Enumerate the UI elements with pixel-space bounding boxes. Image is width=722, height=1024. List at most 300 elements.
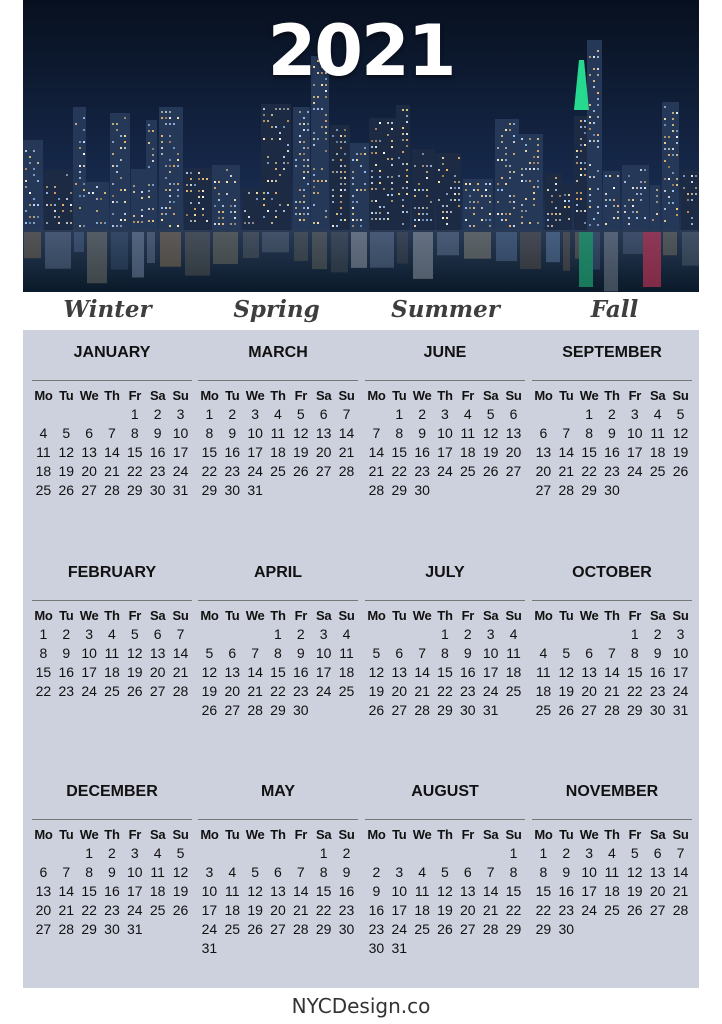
day-cell: 3 (676, 626, 685, 642)
building (436, 153, 461, 230)
day-cell: 17 (482, 664, 499, 680)
day-cell: 24 (581, 902, 597, 918)
empty-day (479, 939, 502, 958)
weekday-label: Tu (225, 827, 240, 842)
empty-day (411, 625, 434, 644)
day-cell: 12 (368, 664, 385, 680)
day-cell: 20 (505, 444, 522, 460)
week-row (198, 625, 358, 644)
empty-day (502, 939, 525, 958)
day-cell: 25 (224, 921, 241, 937)
building (293, 107, 310, 230)
empty-day (555, 405, 578, 424)
empty-day (244, 625, 267, 644)
day-cell: 3 (585, 845, 593, 861)
weekday-label: We (412, 827, 432, 842)
weekday-label: Th (604, 608, 620, 623)
empty-day (623, 481, 646, 500)
day-cell: 6 (653, 845, 662, 861)
day-cell: 2 (342, 845, 351, 861)
day-cell: 22 (391, 463, 408, 479)
day-cell: 9 (228, 425, 237, 441)
day-cell: 2 (372, 864, 381, 880)
weekday-label: Tu (392, 608, 407, 623)
day-cell: 11 (36, 444, 51, 460)
day-cell: 22 (437, 683, 453, 699)
day-cell: 6 (395, 645, 404, 661)
day-cell: 23 (149, 463, 166, 479)
week-row (532, 682, 692, 701)
day-cell: 1 (630, 626, 639, 642)
day-cell: 11 (536, 664, 551, 680)
day-cell: 8 (319, 864, 328, 880)
day-cell: 27 (505, 463, 522, 479)
day-cell: 10 (247, 425, 263, 441)
day-cell: 19 (437, 902, 453, 918)
day-cell: 23 (414, 463, 430, 479)
day-cell: 21 (172, 664, 189, 680)
day-cell: 10 (437, 425, 453, 441)
empty-day (312, 701, 335, 720)
day-cell: 4 (653, 406, 662, 422)
day-cell: 15 (505, 883, 522, 899)
day-cell: 16 (414, 444, 430, 460)
day-cell: 7 (342, 406, 351, 422)
day-cell: 14 (672, 864, 689, 880)
day-cell: 9 (62, 645, 71, 661)
day-cell: 5 (630, 845, 639, 861)
weekday-label: Mo (367, 827, 386, 842)
day-cell: 4 (39, 425, 48, 441)
weekday-label: Mo (200, 608, 219, 623)
day-cell: 24 (672, 683, 689, 699)
day-cell: 9 (296, 645, 305, 661)
day-cell: 4 (228, 864, 237, 880)
month-divider (198, 600, 358, 601)
day-cell: 24 (315, 683, 332, 699)
day-cell: 30 (149, 482, 166, 498)
day-cell: 2 (228, 406, 237, 422)
day-cell: 7 (176, 626, 185, 642)
weekday-label: Sa (649, 388, 666, 403)
day-cell: 7 (676, 845, 685, 861)
day-cell: 8 (274, 645, 282, 661)
day-cell: 16 (224, 444, 241, 460)
day-cell: 24 (201, 921, 218, 937)
month-name: FEBRUARY (67, 564, 157, 581)
weekday-label: Mo (34, 388, 53, 403)
day-cell: 10 (627, 425, 643, 441)
week-row (198, 863, 358, 882)
weekday-label: Fr (461, 388, 474, 403)
empty-day (365, 625, 388, 644)
day-cell: 1 (205, 406, 214, 422)
day-cell: 16 (293, 664, 309, 680)
day-cell: 22 (201, 463, 218, 479)
weekday-label: Fr (628, 608, 641, 623)
weekday-label: Tu (392, 388, 407, 403)
weekday-label: Th (604, 388, 620, 403)
day-cell: 7 (108, 425, 116, 441)
month-may (198, 781, 358, 958)
day-cell: 20 (581, 683, 597, 699)
month-divider (532, 600, 692, 601)
week-row (532, 701, 692, 720)
weekday-label: We (412, 388, 432, 403)
month-divider (365, 819, 525, 820)
day-cell: 18 (35, 463, 52, 479)
day-cell: 17 (127, 883, 143, 899)
weekday-header-row (32, 386, 192, 405)
weekday-label: We (579, 608, 599, 623)
week-row (32, 462, 192, 481)
day-cell: 31 (201, 940, 218, 956)
weekday-label: Th (104, 827, 120, 842)
day-cell: 6 (274, 864, 282, 880)
week-row (32, 682, 192, 701)
day-cell: 20 (649, 883, 666, 899)
building (463, 179, 493, 230)
month-divider (532, 819, 692, 820)
day-cell: 20 (270, 902, 286, 918)
empty-day (289, 481, 312, 500)
month-divider (365, 600, 525, 601)
week-row (365, 863, 525, 882)
empty-day (78, 405, 101, 424)
day-cell: 19 (672, 444, 689, 460)
day-cell: 14 (104, 444, 120, 460)
day-cell: 1 (441, 626, 449, 642)
day-cell: 22 (81, 902, 97, 918)
day-cell: 26 (558, 702, 575, 718)
day-cell: 14 (368, 444, 385, 460)
day-cell: 8 (585, 425, 593, 441)
day-cell: 28 (672, 902, 689, 918)
day-cell: 30 (224, 482, 241, 498)
day-cell: 16 (104, 883, 120, 899)
day-cell: 7 (251, 645, 259, 661)
day-cell: 4 (418, 864, 426, 880)
day-cell: 12 (437, 883, 453, 899)
day-cell: 30 (293, 702, 309, 718)
empty-day (32, 405, 55, 424)
weekday-label: Sa (149, 608, 166, 623)
building (369, 118, 396, 230)
day-cell: 10 (581, 864, 597, 880)
week-row (198, 901, 358, 920)
empty-day (244, 939, 267, 958)
day-cell: 26 (437, 921, 453, 937)
day-cell: 20 (315, 444, 332, 460)
day-cell: 22 (270, 683, 286, 699)
week-row (32, 625, 192, 644)
week-row (198, 405, 358, 424)
day-cell: 25 (338, 683, 355, 699)
weekday-label: Fr (128, 608, 141, 623)
day-cell: 8 (441, 645, 449, 661)
day-cell: 17 (247, 444, 263, 460)
weekday-header-row (532, 386, 692, 405)
day-cell: 10 (127, 864, 143, 880)
weekday-label: Tu (559, 608, 574, 623)
season-summer: Summer (391, 296, 500, 323)
day-cell: 17 (315, 664, 332, 680)
day-cell: 7 (62, 864, 71, 880)
day-cell: 16 (368, 902, 385, 918)
weekday-label: Sa (149, 827, 166, 842)
empty-day (221, 939, 244, 958)
day-cell: 21 (604, 683, 620, 699)
empty-day (55, 405, 78, 424)
day-cell: 4 (608, 845, 616, 861)
day-cell: 25 (505, 683, 522, 699)
month-name: SEPTEMBER (562, 344, 662, 361)
weekday-header-row (198, 825, 358, 844)
calendar-panel (23, 330, 699, 988)
weekday-label: We (79, 827, 99, 842)
weekday-label: Tu (225, 388, 240, 403)
week-row (32, 424, 192, 443)
empty-day (434, 939, 457, 958)
day-cell: 13 (270, 883, 286, 899)
day-cell: 15 (270, 664, 286, 680)
day-cell: 2 (653, 626, 662, 642)
day-cell: 22 (35, 683, 52, 699)
day-cell: 22 (535, 902, 552, 918)
day-cell: 20 (460, 902, 476, 918)
day-cell: 16 (558, 883, 575, 899)
week-row (365, 481, 525, 500)
week-row (32, 901, 192, 920)
week-row (365, 939, 525, 958)
week-row (32, 663, 192, 682)
day-cell: 5 (296, 406, 305, 422)
day-cell: 11 (460, 425, 476, 441)
day-cell: 31 (127, 921, 143, 937)
day-cell: 29 (81, 921, 97, 937)
weekday-label: Su (172, 608, 189, 623)
month-january (32, 342, 192, 500)
day-cell: 5 (562, 645, 571, 661)
day-cell: 11 (414, 883, 430, 899)
week-row (532, 481, 692, 500)
week-row (365, 882, 525, 901)
empty-day (646, 481, 669, 500)
day-cell: 3 (395, 864, 404, 880)
week-row (198, 443, 358, 462)
day-cell: 20 (149, 664, 166, 680)
day-cell: 14 (338, 425, 355, 441)
empty-day (289, 844, 312, 863)
day-cell: 15 (127, 444, 143, 460)
week-row (532, 443, 692, 462)
weekday-label: Tu (59, 388, 74, 403)
weekday-label: Su (672, 827, 689, 842)
day-cell: 24 (437, 463, 453, 479)
day-cell: 8 (395, 425, 404, 441)
day-cell: 13 (35, 883, 52, 899)
day-cell: 3 (251, 406, 259, 422)
day-cell: 10 (172, 425, 189, 441)
day-cell: 5 (251, 864, 259, 880)
day-cell: 11 (339, 645, 354, 661)
day-cell: 23 (460, 683, 476, 699)
day-cell: 17 (627, 444, 643, 460)
month-name: JULY (425, 564, 465, 581)
day-cell: 20 (535, 463, 552, 479)
week-row (198, 481, 358, 500)
day-cell: 26 (58, 482, 75, 498)
weekday-label: Su (338, 608, 355, 623)
weekday-label: Th (270, 608, 286, 623)
empty-day (601, 920, 624, 939)
weekday-label: Sa (315, 388, 332, 403)
empty-day (101, 405, 124, 424)
month-divider (365, 380, 525, 381)
day-cell: 29 (505, 921, 522, 937)
day-cell: 31 (482, 702, 499, 718)
week-row (32, 481, 192, 500)
empty-day (244, 844, 267, 863)
weekday-header-row (365, 825, 525, 844)
day-cell: 15 (315, 883, 332, 899)
day-cell: 5 (130, 626, 139, 642)
day-cell: 9 (463, 645, 472, 661)
empty-day (456, 844, 479, 863)
day-cell: 22 (627, 683, 643, 699)
week-row (365, 443, 525, 462)
week-row (532, 882, 692, 901)
day-cell: 16 (604, 444, 620, 460)
day-cell: 26 (127, 683, 143, 699)
week-row (198, 644, 358, 663)
day-cell: 2 (296, 626, 305, 642)
month-divider (32, 819, 192, 820)
building (562, 184, 572, 230)
day-cell: 9 (653, 645, 662, 661)
building (146, 120, 157, 230)
day-cell: 15 (201, 444, 218, 460)
day-cell: 19 (482, 444, 499, 460)
calendar-year-title: 2021 (267, 10, 455, 92)
weekday-label: We (412, 608, 432, 623)
day-cell: 4 (153, 845, 162, 861)
empty-day (456, 481, 479, 500)
day-cell: 30 (368, 940, 385, 956)
day-cell: 17 (201, 902, 218, 918)
season-spring: Spring (233, 296, 320, 323)
week-row (365, 625, 525, 644)
day-cell: 8 (509, 864, 518, 880)
day-cell: 30 (558, 921, 575, 937)
day-cell: 18 (338, 664, 355, 680)
empty-day (578, 920, 601, 939)
day-cell: 21 (293, 902, 309, 918)
day-cell: 23 (224, 463, 241, 479)
day-cell: 8 (130, 425, 139, 441)
week-row (32, 405, 192, 424)
day-cell: 11 (650, 425, 665, 441)
weekday-label: Sa (482, 608, 499, 623)
weekday-label: Th (437, 388, 453, 403)
day-cell: 21 (558, 463, 575, 479)
day-cell: 27 (581, 702, 597, 718)
day-cell: 15 (81, 883, 97, 899)
empty-day (669, 481, 692, 500)
week-row (32, 844, 192, 863)
week-row (532, 920, 692, 939)
weekday-label: Su (672, 388, 689, 403)
weekday-label: Tu (559, 388, 574, 403)
day-cell: 14 (414, 664, 430, 680)
building (662, 102, 679, 230)
week-row (32, 443, 192, 462)
day-cell: 28 (414, 702, 430, 718)
day-cell: 12 (58, 444, 75, 460)
day-cell: 20 (35, 902, 52, 918)
day-cell: 25 (460, 463, 476, 479)
weekday-label: We (79, 388, 99, 403)
day-cell: 3 (441, 406, 449, 422)
day-cell: 21 (368, 463, 385, 479)
weekday-label: Su (338, 388, 355, 403)
weekday-label: Sa (315, 608, 332, 623)
month-july (365, 562, 525, 720)
day-cell: 29 (627, 702, 643, 718)
weekday-label: Su (172, 388, 189, 403)
day-cell: 4 (509, 626, 518, 642)
day-cell: 12 (293, 425, 309, 441)
day-cell: 4 (274, 406, 282, 422)
day-cell: 29 (127, 482, 143, 498)
day-cell: 8 (630, 645, 639, 661)
day-cell: 30 (649, 702, 666, 718)
day-cell: 31 (672, 702, 689, 718)
day-cell: 21 (247, 683, 263, 699)
weekday-label: Mo (367, 608, 386, 623)
day-cell: 3 (319, 626, 328, 642)
empty-day (267, 481, 290, 500)
day-cell: 25 (35, 482, 52, 498)
month-divider (532, 380, 692, 381)
day-cell: 28 (368, 482, 385, 498)
day-cell: 12 (172, 864, 189, 880)
day-cell: 23 (58, 683, 75, 699)
day-cell: 21 (482, 902, 499, 918)
weekday-label: Sa (315, 827, 332, 842)
month-name: NOVEMBER (565, 783, 659, 800)
week-row (32, 863, 192, 882)
building (350, 143, 369, 230)
empty-day (221, 625, 244, 644)
day-cell: 6 (228, 645, 237, 661)
day-cell: 19 (247, 902, 263, 918)
day-cell: 8 (205, 425, 214, 441)
day-cell: 2 (153, 406, 162, 422)
day-cell: 21 (104, 463, 120, 479)
day-cell: 16 (460, 664, 476, 680)
empty-day (267, 939, 290, 958)
month-name: JUNE (423, 344, 467, 361)
day-cell: 24 (391, 921, 408, 937)
day-cell: 20 (224, 683, 241, 699)
day-cell: 7 (562, 425, 571, 441)
weekday-label: Fr (628, 388, 641, 403)
day-cell: 7 (418, 645, 426, 661)
weekday-label: Su (505, 827, 522, 842)
weekday-label: Mo (534, 827, 553, 842)
day-cell: 7 (608, 645, 616, 661)
